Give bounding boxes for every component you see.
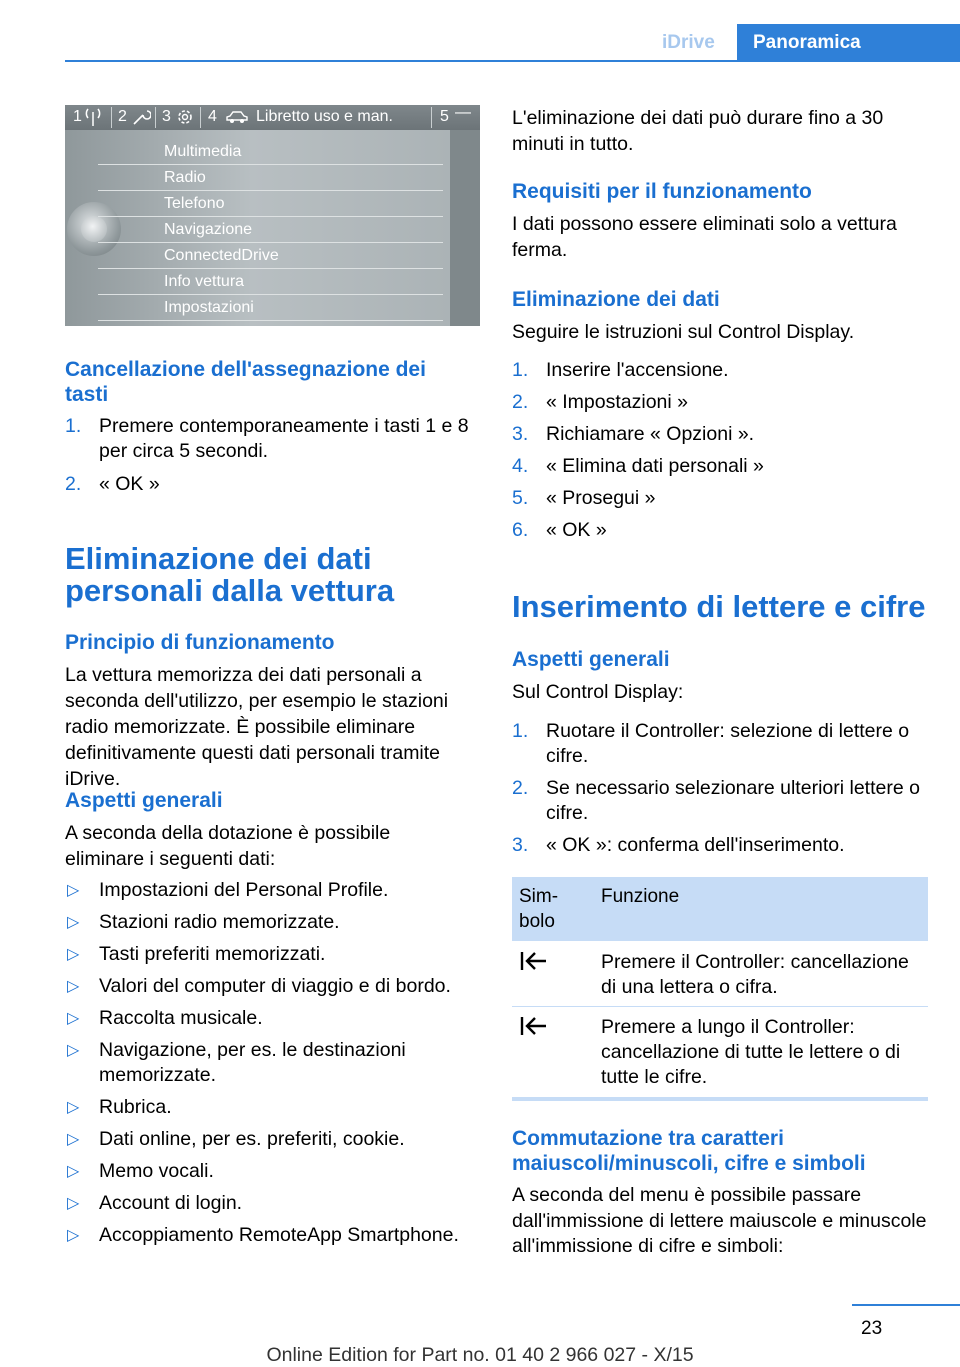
input-heading: Inserimento di lettere e cifre [512, 589, 926, 624]
footer-rule [852, 1304, 960, 1306]
page-number: 23 [861, 1318, 883, 1339]
requirements-heading: Requisiti per il funzionamento [512, 180, 812, 203]
input-general-text: Sul Control Display: [512, 681, 684, 703]
idrive-tab-3: 3 [162, 108, 171, 125]
delete-all-icon [519, 1014, 549, 1044]
table-row: Premere a lungo il Controller: cancellazione di tutte le lettere o di tutte le cifre. [601, 1016, 901, 1088]
idrive-title: Libretto uso e man. [256, 108, 393, 125]
idrive-screenshot [65, 105, 480, 326]
main-heading: Eliminazione dei dati personali dalla vettura [65, 541, 395, 608]
wrench-icon [131, 107, 151, 132]
table-row: Premere il Controller: cancellazione di una lettera o cifra. [601, 951, 909, 998]
table-col-symbol: Sim-bolo [519, 886, 559, 932]
switch-heading: Commutazione tra caratteri maiuscoli/minuscoli, cifre e simboli [512, 1127, 866, 1175]
principle-text: La vettura memorizza dei dati personali a seconda dell'utilizzo, per esempio le stazioni radio memorizzate. È possibile eliminare definitivamente questi dati personali tramite iDrive. [65, 664, 449, 790]
idrive-menu-item: Telefono [98, 192, 443, 217]
delete-heading: Eliminazione dei dati [512, 288, 720, 311]
delete-char-icon [519, 949, 549, 979]
intro-text: L'eliminazione dei dati può durare fino a 30 minuti in tutto. [512, 107, 884, 155]
idrive-menu-item: Info vettura [98, 270, 443, 295]
requirements-text: I dati possono essere eliminati solo a vettura ferma. [512, 213, 897, 261]
idrive-menu-item: Radio [98, 166, 443, 191]
table-bottom-rule [512, 1097, 928, 1101]
table-col-function: Funzione [601, 886, 680, 907]
header-rule [65, 60, 960, 62]
idrive-tab-5: 5 [440, 108, 449, 125]
antenna-icon [85, 106, 101, 133]
idrive-menu-item: Multimedia [98, 140, 443, 165]
principle-heading: Principio di funzionamento [65, 631, 335, 654]
idrive-menu-item: ConnectedDrive [98, 244, 443, 269]
idrive-tab-1: 1 [73, 108, 82, 125]
delete-text: Seguire le istruzioni sul Control Display. [512, 321, 855, 343]
header-section-label: iDrive [662, 32, 715, 53]
idrive-tab-2: 2 [118, 108, 127, 125]
general-heading: Aspetti generali [65, 789, 223, 812]
gear-icon [175, 107, 195, 132]
idrive-menu [65, 130, 480, 326]
reset-heading: Cancellazione dell'assegnazione dei tasti [65, 358, 426, 406]
input-general-heading: Aspetti generali [512, 648, 670, 671]
footer-edition: Online Edition for Part no. 01 40 2 966 027 - X/15 [266, 1344, 694, 1366]
idrive-tab-4: 4 [208, 108, 217, 125]
idrive-top-bar [65, 105, 480, 130]
minus-icon: — [455, 105, 471, 121]
idrive-menu-item: Navigazione [98, 218, 443, 243]
general-text: A seconda della dotazione è possibile eliminare i seguenti dati: [65, 822, 391, 870]
idrive-menu-item: Impostazioni [98, 296, 443, 321]
header-tab: Panoramica [737, 24, 960, 62]
switch-text: A seconda del menu è possibile passare dall'immissione di lettere maiuscole e minuscole all'immissione di cifre e simboli: [512, 1184, 927, 1257]
idrive-side-panel [450, 130, 480, 326]
car-icon [225, 108, 249, 131]
table-divider [512, 1006, 928, 1007]
